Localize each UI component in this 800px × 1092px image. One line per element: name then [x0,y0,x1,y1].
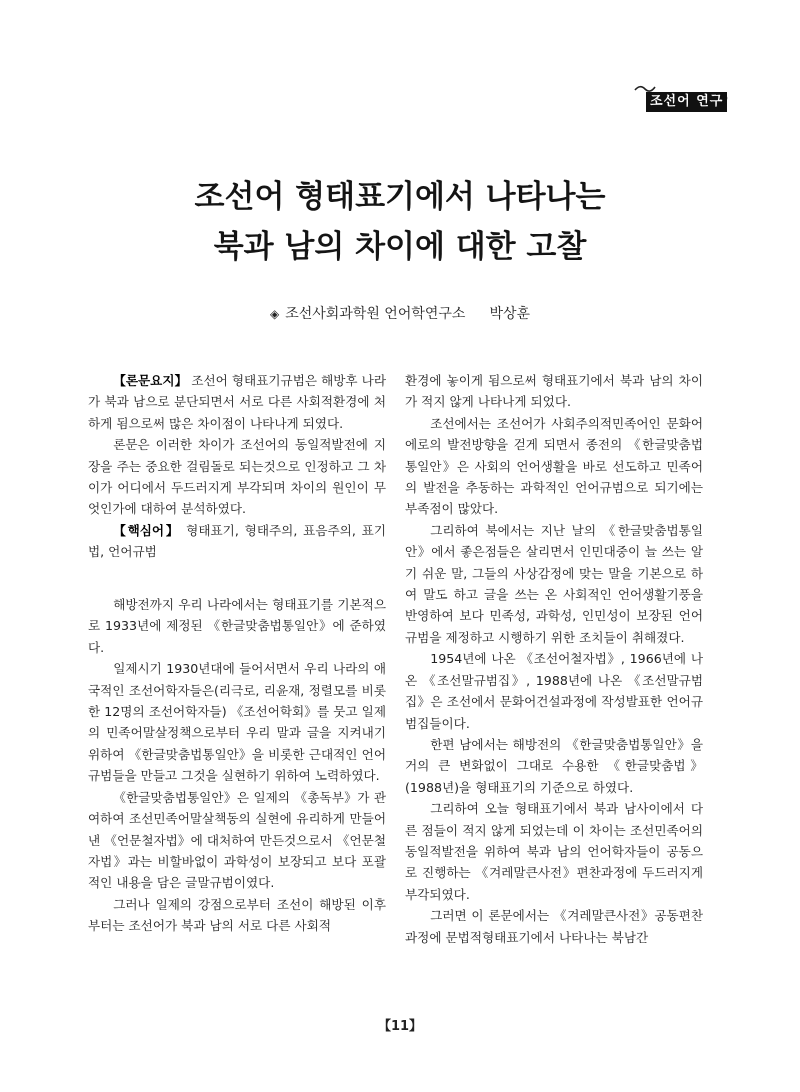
ornament-icon [634,84,656,92]
title-line-2: 북과 남의 차이에 대한 고찰 [213,229,587,265]
section-badge [634,78,730,118]
section-label: 조선어 연구 [646,92,727,112]
right-column [405,370,703,948]
keywords-paragraph [88,520,386,563]
body-paragraph: 조선에서는 조선어가 사회주의적민족어인 문화어에로의 발전방향을 걷게 되면서 종전의 《한글맞춤법통일안》은 사회의 언어생활을 바로 선도하고 민족어의 발전을 추동하는 과학적인 언어규범으로 되기에는 부족점이 많았다. [405,415,703,517]
body-paragraph: 《한글맞춤법통일안》은 일제의 《총독부》가 관여하여 조선민족어말살책동의 실현에 유리하게 만들어낸 《언문철자법》에 대처하여 만든것으로서 《언문철자법》과는 비할바없이 과학성이 보장되고 보다 포괄적인 내용을 담은 글말규범이였다. [88,789,386,891]
keywords-text: 형태표기, 형태주의, 표음주의, 표기법, 언어규범 [88,522,386,560]
body-paragraph: 일제시기 1930년대에 들어서면서 우리 나라의 애국적인 조선어학자들은(리극로, 리윤재, 정렬모를 비롯한 12명의 조선어학자들) 《조선어학회》를 뭇고 일제의 민족어말살정책으로부터 우리 말과 글을 지켜내기 위하여 《한글맞춤법통일안》을 비롯한 근대적인 언어규범들을 만들고 그것을 실현하기 위하여 노력하였다. [88,661,386,784]
abstract-paragraph-1 [88,370,386,434]
body-paragraph: 한편 남에서는 해방전의 《한글맞춤법통일안》을 거의 큰 변화없이 그대로 수용한 《한글맞춤법》(1988년)을 형태표기의 기준으로 하였다. [405,736,703,795]
diamond-icon: ◈ [269,307,280,321]
article-title [0,172,800,272]
author-line [0,303,800,323]
author-name: 박상훈 [489,306,531,322]
body-paragraph: 그러나 일제의 강점으로부터 조선이 해방된 이후부터는 조선어가 북과 남의 서로 다른 사회적 [88,896,386,934]
abstract-paragraph-2: 론문은 이러한 차이가 조선어의 동일적발전에 지장을 주는 중요한 걸림돌로 되는것으로 인정하고 그 차이가 어디에서 두드러지게 부각되며 차이의 원인이 무엇인가에 대하여 분석하였다. [88,437,386,517]
curl-ornament-icon [714,90,730,108]
body-paragraph: 그리하여 북에서는 지난 날의 《한글맞춤법통일안》에서 좋은점들은 살리면서 인민대중이 늘 쓰는 알기 쉬운 말, 그들의 사상감정에 맞는 말을 기본으로 하여 말도 하고 글을 쓰는 온 사회적인 언어생활기풍을 반영하여 보다 민족성, 과학성, 인민성이 보장된 언어규범을 제정하고 시행하기 위한 조치들이 취해졌다. [405,522,703,645]
page-number: 【11】 [377,1019,423,1034]
abstract-text-1: 조선어 형태표기규범은 해방후 나라가 북과 남으로 분단되면서 서로 다른 사회적환경에 처하게 됨으로써 많은 차이점이 나타나게 되였다. [88,373,386,431]
keywords-label: 【핵심어】 [113,522,181,538]
body-paragraph: 환경에 놓이게 됨으로써 형태표기에서 북과 남의 차이가 적지 않게 나타나게 되었다. [405,373,703,410]
author-institution: 조선사회과학원 언어학연구소 [285,306,466,322]
title-line-1: 조선어 형태표기에서 나타나는 [194,179,606,215]
section-gap [88,584,386,594]
left-column [88,370,386,937]
body-paragraph: 해방전까지 우리 나라에서는 형태표기를 기본적으로 1933년에 제정된 《한글맞춤법통일안》에 준하였다. [88,597,386,655]
abstract-label: 【론문요지】 [113,373,188,388]
body-paragraph: 그리하여 오늘 형태표기에서 북과 남사이에서 다른 점들이 적지 않게 되었는데 이 차이는 조선민족어의 동일적발전을 위하여 북과 남의 언어학자들이 공동으로 진행하는 《겨레말큰사전》편찬과정에 두드러지게 부각되였다. [405,801,703,902]
section-spacer [88,563,386,584]
body-paragraph: 1954년에 나온 《조선어철자법》, 1966년에 나온 《조선말규범집》, 1988년에 나온 《조선말규범집》은 조선에서 문화어건설과정에 작성발표한 언어규범집들이다. [405,651,703,731]
body-paragraph: 그러면 이 론문에서는 《겨레말큰사전》공동편찬과정에 문법적형태표기에서 나타나는 북남간 [405,908,703,945]
